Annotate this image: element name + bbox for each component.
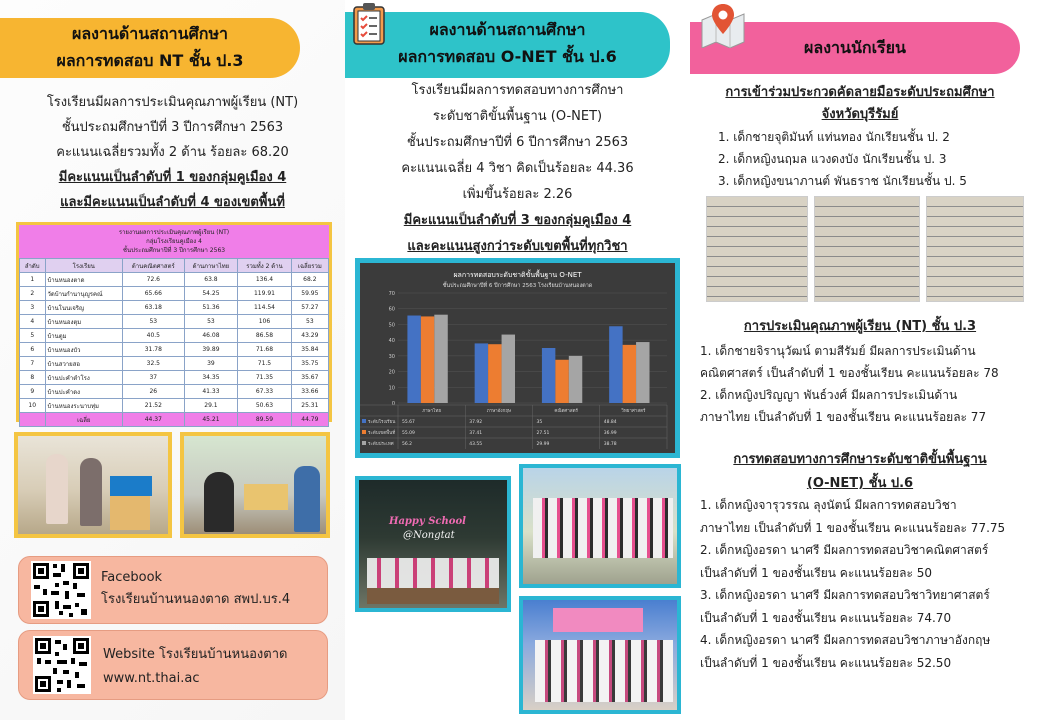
table-row <box>20 301 329 315</box>
column-onet <box>345 0 690 720</box>
handwriting-list <box>718 126 967 192</box>
facebook-card[interactable] <box>18 556 328 624</box>
nt-table <box>19 258 329 427</box>
nt-table-header: รวมทั้ง 2 ด้าน <box>238 259 291 273</box>
chart-legend-swatch <box>362 430 366 434</box>
onet-student-list <box>700 494 1005 674</box>
onet-student-section <box>690 448 1030 496</box>
table-cell: 65.66 <box>122 287 184 301</box>
table-cell: บ้านหนองบัว <box>45 343 122 357</box>
chart-legend-swatch <box>362 419 366 423</box>
table-cell: 6 <box>20 343 46 357</box>
chart-bar <box>609 326 622 403</box>
table-row <box>20 343 329 357</box>
onet-student-title2: (O-NET) ชั้น ป.6 <box>806 476 914 491</box>
table-cell: 26 <box>122 385 184 399</box>
nt-student-line: คณิตศาสตร์ เป็นลำดับที่ 1 ของชั้นเรียน คะแนนร้อยละ 78 <box>700 366 999 380</box>
table-cell: 114.54 <box>238 301 291 315</box>
onet-summary <box>355 78 680 260</box>
table-cell: 46.08 <box>184 329 238 343</box>
table-cell: 86.58 <box>238 329 291 343</box>
handwriting-item: 3. เด็กหญิงขนาภานต์ พันธราช นักเรียนชั้น ป. 5 <box>718 174 967 188</box>
table-cell: 31.78 <box>122 343 184 357</box>
onet-line: ชั้นประถมศึกษาปีที่ 6 ปีการศึกษา 2563 <box>406 135 629 150</box>
chart-y-tick: 10 <box>388 385 395 392</box>
onet-banner-line1: ผลงานด้านสถานศึกษา <box>429 20 586 39</box>
table-cell: 21.52 <box>122 399 184 413</box>
table-cell: 37 <box>122 371 184 385</box>
chart-y-tick: 70 <box>388 291 395 297</box>
table-cell: บ้านโนนเจริญ <box>45 301 122 315</box>
chart-y-tick: 40 <box>388 338 395 345</box>
chart-y-tick: 20 <box>388 369 395 376</box>
chart-y-tick: 60 <box>388 306 395 313</box>
table-footer-cell: 89.59 <box>238 413 291 427</box>
nt-line: โรงเรียนมีผลการประเมินคุณภาพผู้เรียน (NT) <box>46 95 299 110</box>
chart-data-label: 37.41 <box>469 431 483 436</box>
chart-bar <box>421 316 434 403</box>
chart-legend-label: ระดับเขตพื้นที่ <box>368 431 396 436</box>
nt-banner <box>0 18 300 78</box>
chart-data-label: 36.99 <box>603 431 617 436</box>
nt-table-title <box>19 225 329 258</box>
table-cell: 71.35 <box>238 371 291 385</box>
nt-results-table <box>16 222 332 422</box>
table-cell: 10 <box>20 399 46 413</box>
chart-bar <box>475 343 488 403</box>
nt-highlight: มีคะแนนเป็นลำดับที่ 1 ของกลุ่มคูเมือง 4 <box>58 170 287 185</box>
table-cell: บ้านหนองระนาบทุ่ม <box>45 399 122 413</box>
onet-line: เพิ่มขึ้นร้อยละ 2.26 <box>462 187 573 202</box>
handwriting-sample-2 <box>814 196 920 302</box>
column-students <box>690 0 1040 720</box>
table-cell: 39 <box>184 357 238 371</box>
table-cell: 35.75 <box>291 357 328 371</box>
nt-table-header: ด้านภาษาไทย <box>184 259 238 273</box>
table-cell: วัดบ้านกำนานุญูรคณ์ <box>45 287 122 301</box>
table-cell: 9 <box>20 385 46 399</box>
table-cell: 119.91 <box>238 287 291 301</box>
chart-data-label: 48.84 <box>603 420 617 425</box>
happy-school-sign: Happy School <box>389 516 466 527</box>
table-row <box>20 357 329 371</box>
chart-bar <box>636 342 649 403</box>
onet-student-line: ภาษาไทย เป็นลำดับที่ 1 ของชั้นเรียน คะแนนร้อยละ 77.75 <box>700 520 1006 535</box>
onet-student-line: เป็นลำดับที่ 1 ของชั้นเรียน คะแนนร้อยละ 50 <box>700 565 932 580</box>
onet-line: คะแนนเฉลี่ย 4 วิชา คิดเป็นร้อยละ 44.36 <box>401 161 634 176</box>
table-row <box>20 385 329 399</box>
table-cell: 50.63 <box>238 399 291 413</box>
onet-banner-line2: ผลการทดสอบ O-NET ชั้น ป.6 <box>398 47 617 66</box>
table-row <box>20 273 329 287</box>
chart-bar <box>569 356 582 403</box>
table-cell: 2 <box>20 287 46 301</box>
onet-line: โรงเรียนมีผลการทดสอบทางการศึกษา <box>411 83 624 98</box>
table-footer-cell: 45.21 <box>184 413 238 427</box>
chart-x-tick: ภาษาไทย <box>422 409 442 414</box>
table-footer-cell: 44.79 <box>291 413 328 427</box>
onet-student-line: เป็นลำดับที่ 1 ของชั้นเรียน คะแนนร้อยละ 52.50 <box>700 655 952 670</box>
onet-student-line: 3. เด็กหญิงอรดา นาศรี มีผลการทดสอบวิชาวิทยาศาสตร์ <box>700 588 990 602</box>
onet-highlight: มีคะแนนเป็นลำดับที่ 3 ของกลุ่มคูเมือง 4 <box>403 213 632 228</box>
website-qr-code <box>33 636 91 694</box>
chart-data-label: 35 <box>536 420 543 425</box>
table-cell: 43.29 <box>291 329 328 343</box>
website-label: Website โรงเรียนบ้านหนองตาด <box>103 647 288 662</box>
handwriting-title2: จังหวัดบุรีรัมย์ <box>821 107 899 122</box>
table-cell: บ้านหนองตาด <box>45 273 122 287</box>
chart-y-tick: 0 <box>391 401 395 407</box>
chart-subtitle: ชั้นประถมศึกษาปีที่ 6 ปีการศึกษา 2563 โรงเรียนบ้านหนองตาด <box>442 283 593 289</box>
nt-table-title3: ชั้นประถมศึกษาปีที่ 3 ปีการศึกษา 2563 <box>122 247 226 254</box>
table-cell: บ้านตูม <box>45 329 122 343</box>
nt-table-header: ด้านคณิตศาสตร์ <box>122 259 184 273</box>
facebook-name[interactable]: โรงเรียนบ้านหนองตาด สพป.บร.4 <box>101 592 291 607</box>
table-cell: 71.5 <box>238 357 291 371</box>
chart-x-tick: ภาษาอังกฤษ <box>486 409 512 414</box>
table-row <box>20 399 329 413</box>
table-cell: 4 <box>20 315 46 329</box>
chart-y-tick: 30 <box>388 353 395 360</box>
facebook-info <box>101 567 290 611</box>
table-cell: 1 <box>20 273 46 287</box>
table-cell: 33.66 <box>291 385 328 399</box>
table-cell: 25.31 <box>291 399 328 413</box>
onet-banner <box>345 12 670 78</box>
chart-legend-label: ระดับประเทศ <box>368 442 394 447</box>
nt-student-title: การประเมินคุณภาพผู้เรียน (NT) ชั้น ป.3 <box>743 319 977 334</box>
handwriting-section <box>690 82 1030 126</box>
facebook-qr-code <box>31 561 91 619</box>
onet-award-photo-1 <box>519 464 681 588</box>
table-cell: 106 <box>238 315 291 329</box>
nt-photo-1 <box>14 432 172 538</box>
table-footer-cell: 44.37 <box>122 413 184 427</box>
handwriting-sample-3 <box>926 196 1024 302</box>
chart-data-label: 29.99 <box>536 442 550 447</box>
nt-banner-line1: ผลงานด้านสถานศึกษา <box>72 24 228 43</box>
nt-student-line: 2. เด็กหญิงปริญญา พันธ์วงศ์ มีผลการประเมินด้าน <box>700 388 958 402</box>
website-info <box>103 643 287 691</box>
onet-student-line: 1. เด็กหญิงจารุวรรณ ลุงนัตน์ มีผลการทดสอบวิชา <box>700 498 957 512</box>
onet-chart <box>355 258 680 458</box>
handwriting-item: 1. เด็กชายจุติมันท์ แท่นทอง นักเรียนชั้น ป. 2 <box>718 130 950 144</box>
nt-photo-2 <box>180 432 330 538</box>
chart-data-label: 55.09 <box>402 431 415 436</box>
table-cell: 29.1 <box>184 399 238 413</box>
handwriting-item: 2. เด็กหญิงนฤมล แวงดงบัง นักเรียนชั้น ป. 3 <box>718 152 947 166</box>
chart-bar <box>488 344 501 403</box>
table-cell: 67.33 <box>238 385 291 399</box>
nt-summary <box>10 90 335 215</box>
chart-legend-swatch <box>362 441 366 445</box>
table-cell: 35.84 <box>291 343 328 357</box>
table-cell: 32.5 <box>122 357 184 371</box>
nt-student-line: ภาษาไทย เป็นลำดับที่ 1 ของชั้นเรียน คะแนนร้อยละ 77 <box>700 410 987 424</box>
chart-data-label: 55.67 <box>402 420 415 425</box>
chart-bar <box>555 360 568 403</box>
clipboard-icon <box>351 2 387 46</box>
table-cell: บ้านสวายสอ <box>45 357 122 371</box>
onet-line: ระดับชาติขั้นพื้นฐาน (O-NET) <box>432 109 603 124</box>
chart-data-label: 37.92 <box>469 420 483 425</box>
chart-y-tick: 50 <box>388 322 395 329</box>
table-cell: 63.18 <box>122 301 184 315</box>
table-cell: บ้านปะคำตำโรง <box>45 371 122 385</box>
handwriting-title1: การเข้าร่วมประกวดคัดลายมือระดับประถมศึกษา <box>725 85 995 100</box>
map-pin-icon <box>698 2 748 48</box>
table-cell: 7 <box>20 357 46 371</box>
chart-x-tick: คณิตศาสตร์ <box>554 409 578 414</box>
nt-line: ชั้นประถมศึกษาปีที่ 3 ปีการศึกษา 2563 <box>61 120 284 135</box>
nt-highlight: และมีคะแนนเป็นลำดับที่ 4 ของเขตพื้นที่ <box>60 195 285 210</box>
table-footer-cell <box>20 413 46 427</box>
onet-highlight: และคะแนนสูงกว่าระดับเขตพื้นที่ทุกวิชา <box>407 239 628 254</box>
chart-bar <box>502 335 515 403</box>
column-nt <box>0 0 345 720</box>
onet-student-line: เป็นลำดับที่ 1 ของชั้นเรียน คะแนนร้อยละ 74.70 <box>700 610 952 625</box>
table-cell: 68.2 <box>291 273 328 287</box>
onet-student-title1: การทดสอบทางการศึกษาระดับชาติขั้นพื้นฐาน <box>733 452 987 467</box>
nt-table-header: โรงเรียน <box>45 259 122 273</box>
handwriting-sample-1 <box>706 196 808 302</box>
nt-table-header: เฉลี่ยรวม <box>291 259 328 273</box>
onet-group-photo <box>355 476 511 612</box>
chart-bar <box>434 315 447 403</box>
chart-legend-label: ระดับโรงเรียน <box>368 420 396 425</box>
website-url[interactable]: www.nt.thai.ac <box>103 671 200 686</box>
table-row <box>20 329 329 343</box>
nt-table-title2: กลุ่มโรงเรียนคูเมือง 4 <box>146 238 202 245</box>
table-cell: 51.36 <box>184 301 238 315</box>
nt-table-header: ลำดับ <box>20 259 46 273</box>
table-cell: 71.68 <box>238 343 291 357</box>
table-cell: บ้านหนองตุม <box>45 315 122 329</box>
chart-bar <box>623 345 636 403</box>
table-cell: บ้านปะคำดง <box>45 385 122 399</box>
nongtat-sign: @Nongtat <box>403 530 455 541</box>
table-cell: 54.25 <box>184 287 238 301</box>
table-cell: 3 <box>20 301 46 315</box>
table-cell: 40.5 <box>122 329 184 343</box>
table-cell: 53 <box>184 315 238 329</box>
table-cell: 35.67 <box>291 371 328 385</box>
table-cell: 136.4 <box>238 273 291 287</box>
nt-student-line: 1. เด็กชายจิรานุวัฒน์ ตามสีรัมย์ มีผลการประเมินด้าน <box>700 344 976 358</box>
table-cell: 72.6 <box>122 273 184 287</box>
chart-bar <box>407 316 420 403</box>
chart-data-label: 27.51 <box>536 431 550 436</box>
table-footer-cell: เฉลี่ย <box>45 413 122 427</box>
onet-award-photo-2 <box>519 596 681 714</box>
table-cell: 63.8 <box>184 273 238 287</box>
table-cell: 5 <box>20 329 46 343</box>
onet-student-line: 4. เด็กหญิงอรดา นาศรี มีผลการทดสอบวิชาภาษาอังกฤษ <box>700 633 991 647</box>
chart-title: ผลการทดสอบระดับชาติขั้นพื้นฐาน O-NET <box>453 271 582 279</box>
students-banner: ผลงานนักเรียน <box>690 22 1020 74</box>
table-cell: 59.95 <box>291 287 328 301</box>
chart-x-tick: วิทยาศาสตร์ <box>621 409 646 414</box>
nt-student-list <box>700 340 999 428</box>
table-cell: 53 <box>122 315 184 329</box>
table-cell: 41.33 <box>184 385 238 399</box>
facebook-label: Facebook <box>101 570 163 585</box>
nt-table-title1: รายงานผลการประเมินคุณภาพผู้เรียน (NT) <box>118 229 230 236</box>
table-cell: 34.35 <box>184 371 238 385</box>
website-card[interactable] <box>18 630 328 700</box>
chart-data-label: 38.78 <box>603 442 617 447</box>
chart-data-label: 56.2 <box>402 442 413 447</box>
onet-student-line: 2. เด็กหญิงอรดา นาศรี มีผลการทดสอบวิชาคณิตศาสตร์ <box>700 543 989 557</box>
table-row <box>20 371 329 385</box>
table-row <box>20 287 329 301</box>
table-cell: 53 <box>291 315 328 329</box>
table-cell: 57.27 <box>291 301 328 315</box>
nt-student-section <box>690 316 1030 338</box>
table-row <box>20 315 329 329</box>
table-cell: 8 <box>20 371 46 385</box>
chart-bar <box>542 348 555 403</box>
chart-data-label: 43.55 <box>469 442 483 447</box>
table-cell: 39.89 <box>184 343 238 357</box>
nt-line: คะแนนเฉลี่ยรวมทั้ง 2 ด้าน ร้อยละ 68.20 <box>56 145 289 160</box>
onet-chart-svg <box>360 263 675 453</box>
nt-banner-line2: ผลการทดสอบ NT ชั้น ป.3 <box>56 51 244 70</box>
